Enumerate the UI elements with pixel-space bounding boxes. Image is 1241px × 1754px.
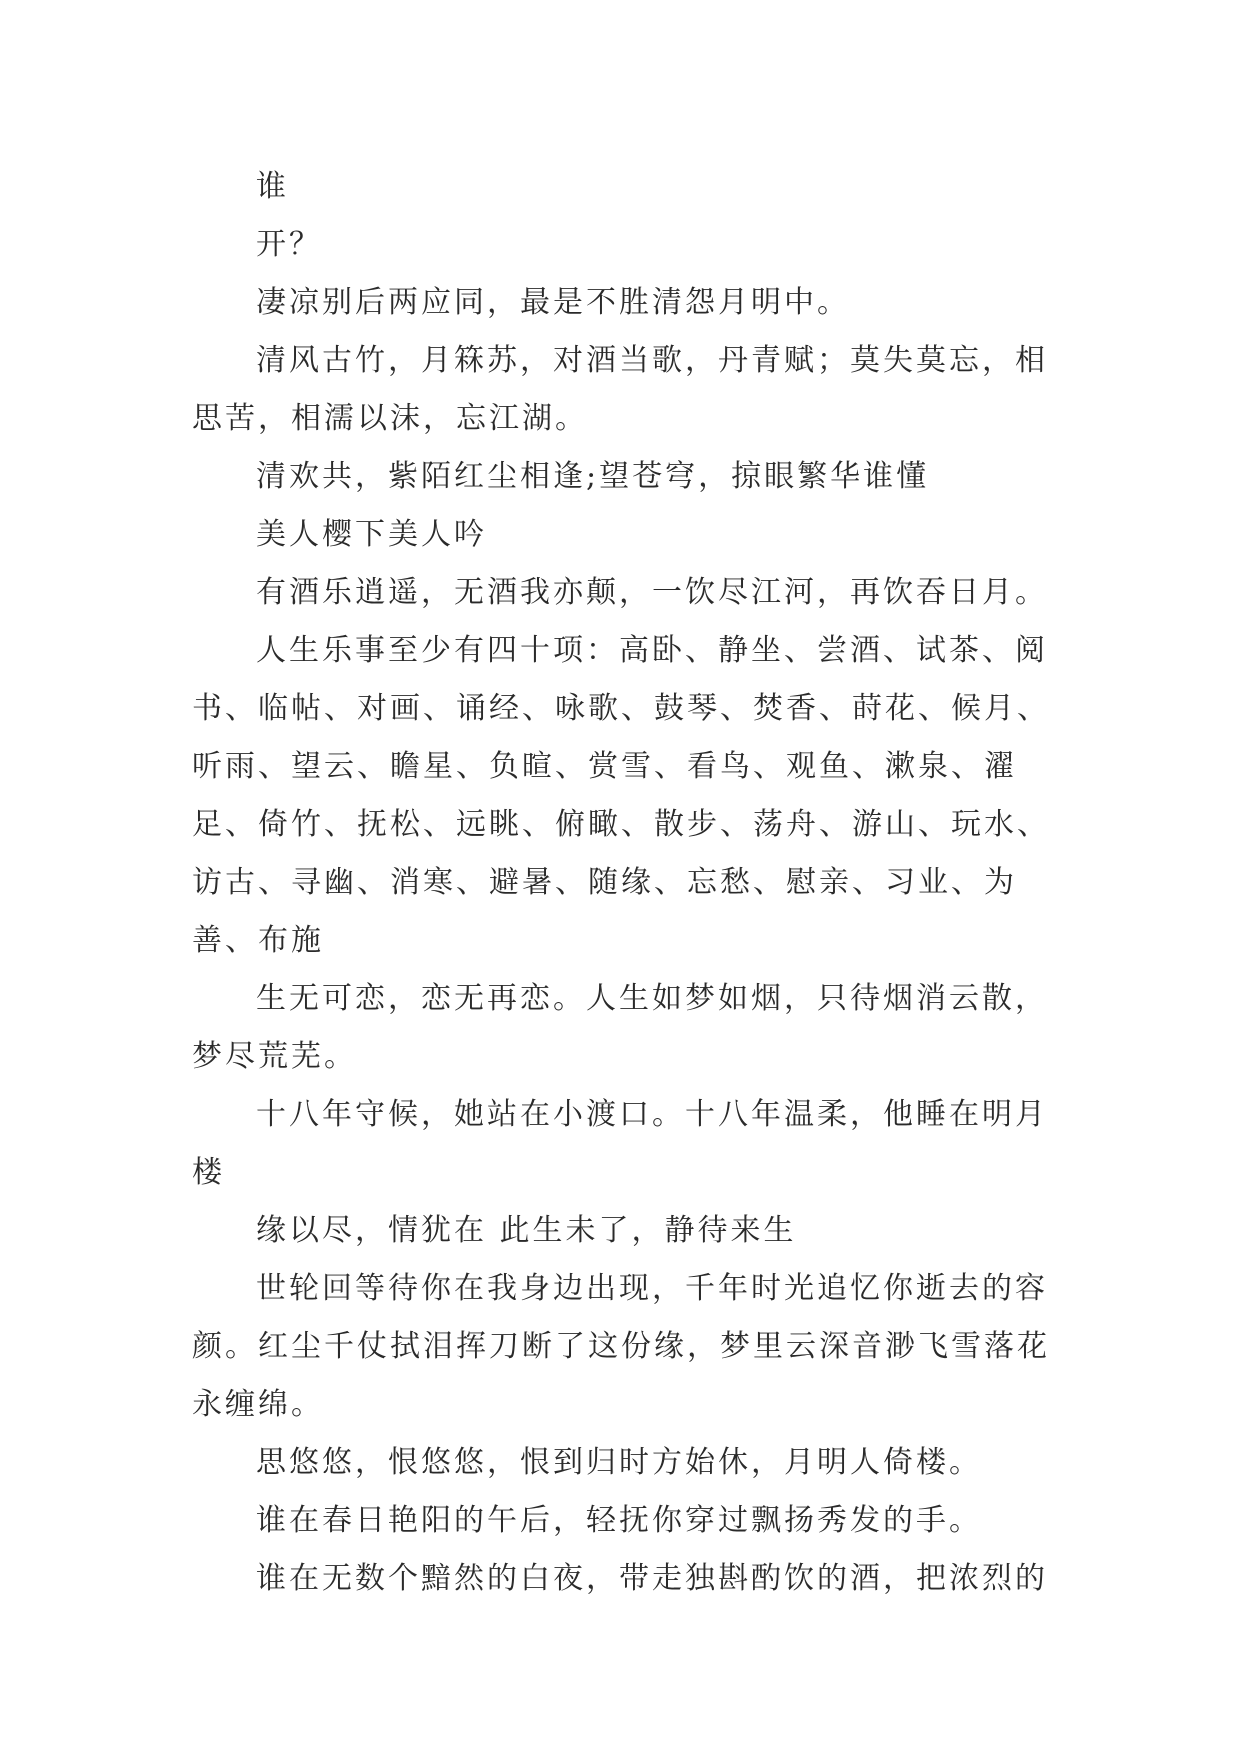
paragraph-9: 生无可恋，恋无再恋。人生如梦如烟，只待烟消云散，梦尽荒芜。	[192, 981, 1048, 1074]
paragraph-6: 美人樱下美人吟	[256, 517, 487, 552]
paragraph-15: 谁在无数个黯然的白夜，带走独斟酌饮的酒，把浓烈的	[256, 1561, 1048, 1596]
paragraph-4: 清风古竹，月箖苏，对酒当歌，丹青赋；莫失莫忘，相思苦，相濡以沫，忘江湖。	[192, 343, 1048, 436]
paragraph-10: 十八年守候，她站在小渡口。十八年温柔，他睡在明月楼	[192, 1097, 1048, 1190]
paragraph-3: 凄凉别后两应同，最是不胜清怨月明中。	[256, 285, 850, 320]
paragraph-13: 思悠悠，恨悠悠，恨到归时方始休，月明人倚楼。	[256, 1445, 982, 1480]
paragraph-5: 清欢共，紫陌红尘相逢;望苍穹，掠眼繁华谁懂	[256, 459, 930, 494]
paragraph-7: 有酒乐逍遥，无酒我亦颠，一饮尽江河，再饮吞日月。	[256, 575, 1048, 610]
paragraph-1: 谁	[256, 169, 289, 204]
paragraph-14: 谁在春日艳阳的午后，轻抚你穿过飘扬秀发的手。	[256, 1503, 982, 1538]
paragraph-11: 缘以尽，情犹在 此生未了，静待来生	[256, 1213, 797, 1248]
paragraph-2: 开？	[256, 227, 322, 262]
document-body	[192, 158, 1072, 1608]
paragraph-12: 世轮回等待你在我身边出现，千年时光追忆你逝去的容颜。红尘千仗拭泪挥刀断了这份缘，梦里云深音渺飞雪落花永缠绵。	[192, 1271, 1050, 1422]
paragraph-8: 人生乐事至少有四十项：高卧、静坐、尝酒、试茶、阅书、临帖、对画、诵经、咏歌、鼓琴、焚香、莳花、候月、听雨、望云、瞻星、负暄、赏雪、看鸟、观鱼、漱泉、濯足、倚竹、抚松、远眺、俯瞰、散步、荡舟、游山、玩水、访古、寻幽、消寒、避暑、随缘、忘愁、慰亲、习业、为善、布施	[192, 633, 1050, 958]
